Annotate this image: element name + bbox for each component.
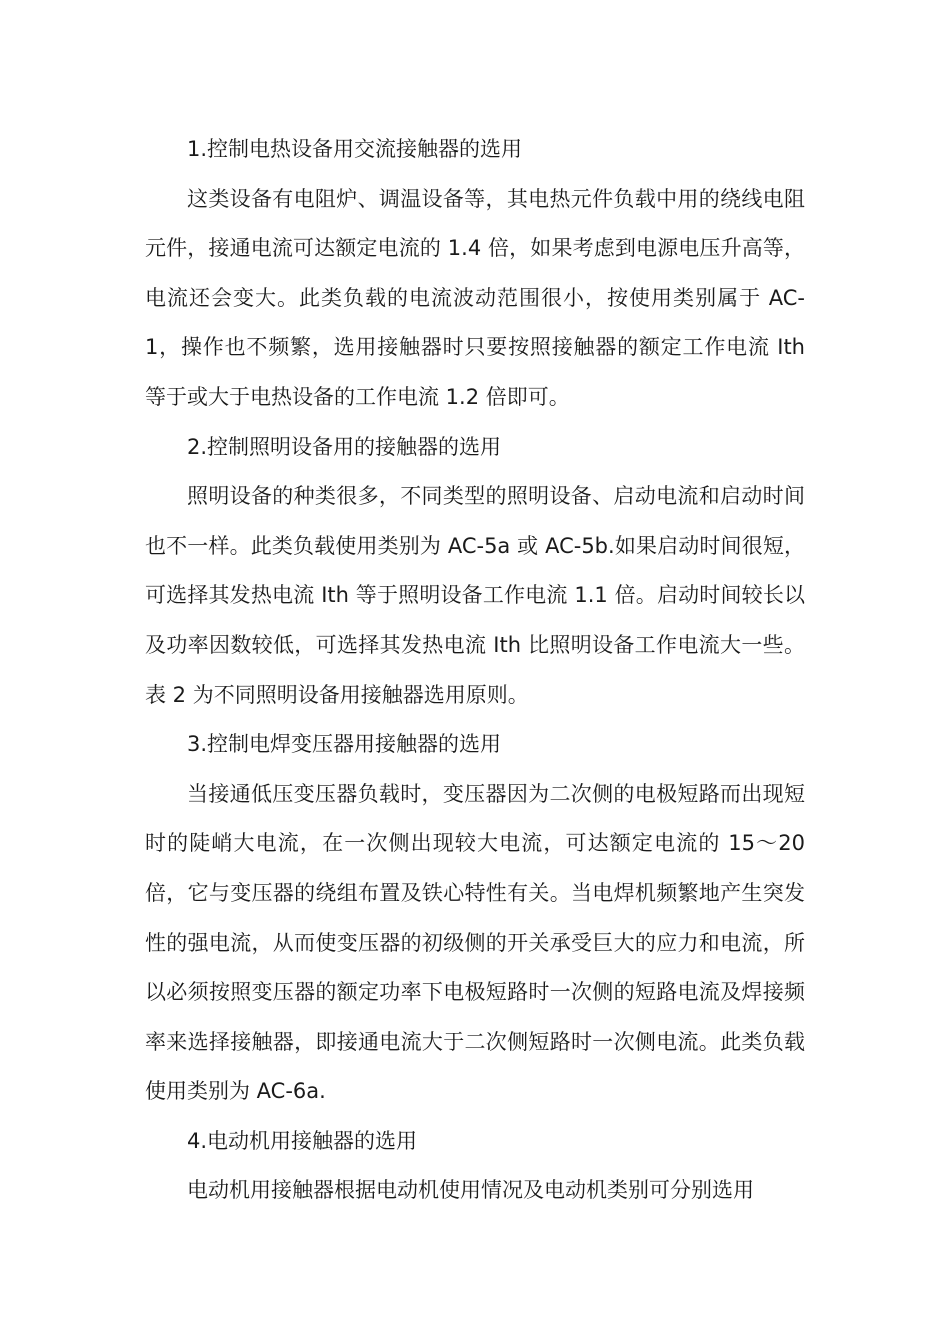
section-body-2: 照明设备的种类很多，不同类型的照明设备、启动电流和启动时间也不一样。此类负载使用类别为 AC-5a 或 AC-5b.如果启动时间很短，可选择其发热电流 Ith 等于照明设备工作电流 1.1 倍。启动时间较长以及功率因数较低，可选择其发热电流 Ith 比照明设备工作电流大一些。表 2 为不同照明设备用接触器选用原则。 (145, 484, 805, 707)
section-heading-3: 3.控制电焊变压器用接触器的选用 (187, 732, 502, 757)
section-body-1: 这类设备有电阻炉、调温设备等，其电热元件负载中用的绕线电阻元件，接通电流可达额定电流的 1.4 倍，如果考虑到电源电压升高等，电流还会变大。此类负载的电流波动范围很小，按使用类别属于 AC-1，操作也不频繁，选用接触器时只要按照接触器的额定工作电流 Ith 等于或大于电热设备的工作电流 1.2 倍即可。 (145, 186, 805, 409)
section-heading-1: 1.控制电热设备用交流接触器的选用 (187, 137, 523, 161)
section-heading-4: 4.电动机用接触器的选用 (187, 1128, 418, 1153)
document-page (145, 125, 805, 1216)
section-body-3: 当接通低压变压器负载时，变压器因为二次侧的电极短路而出现短时的陡峭大电流，在一次侧出现较大电流，可达额定电流的 15～20 倍，它与变压器的绕组布置及铁心特性有关。当电焊机频繁地产生突发性的强电流，从而使变压器的初级侧的开关承受巨大的应力和电流，所以必须按照变压器的额定功率下电极短路时一次侧的短路电流及焊接频率来选择接触器，即接通电流大于二次侧短路时一次侧电流。此类负载使用类别为 AC-6a. (145, 781, 805, 1104)
section-heading-2: 2.控制照明设备用的接触器的选用 (187, 434, 502, 459)
section-body-4: 电动机用接触器根据电动机使用情况及电动机类别可分别选用 (187, 1178, 754, 1203)
